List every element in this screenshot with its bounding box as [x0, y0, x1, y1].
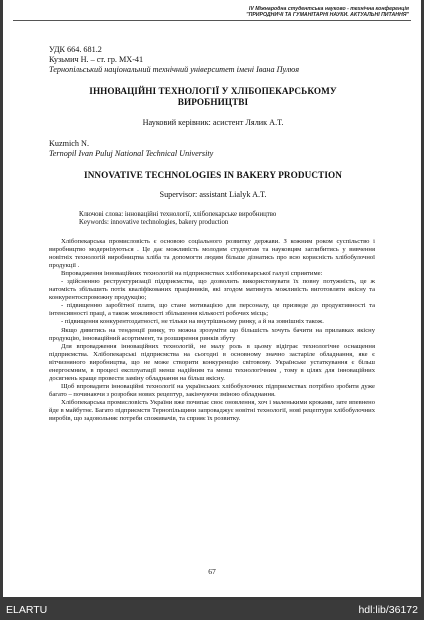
- body-text: [49, 238, 375, 423]
- supervisor-en: Supervisor: assistant Lialyk A.T.: [159, 190, 267, 199]
- supervisor-ua: Науковий керівник: асистент Лялик А.Т.: [142, 118, 284, 127]
- university-en: Ternopil Ivan Puluj National Technical University: [49, 149, 214, 158]
- body-paragraph: Хлібопекарська промисловість України вже почипає своє оновлення, хоч і маленькими кроками, зате впевнено йде в майбутнє. Багато підприємств Тернопільщини запроваджує новітні технології, нові рецептури хлібобулочних виробів, що задовольняє потреби споживачів, та сприяє їх розвитку.: [49, 398, 375, 423]
- title-ua-line1: ІННОВАЦІЙНІ ТЕХНОЛОГІЇ У ХЛІБОПЕКАРСЬКОМУ: [89, 86, 337, 96]
- keywords-ua: Ключові слова: інноваційні технології, хлібопекарське виробництво: [79, 211, 277, 218]
- footer-left-label: ELARTU: [6, 604, 48, 616]
- body-paragraph: - підвищенню заробітної плати, що стане мотивацією для персоналу, це призведе до продуктивності та інтенсивності праці, а також можливості збільшення кількості робочих місць;: [49, 302, 375, 318]
- body-paragraph: - підвищення конкурентоздатності, не тільки на внутрішньому ринку, а й на зовнішніх також.: [61, 318, 324, 326]
- body-paragraph: Хлібопекарська промисловість є основою соціального розвитку держави. З кожним роком суспільство і виробництво модернізуються . Це дає можливість молодим студентам та науковцям заглибитись у вивчення новітніх технологій виробництва хліба та допомогти людям більше дізнатись про всю корисність хлібобулочної продукції .: [49, 238, 375, 270]
- page-number: 67: [208, 567, 216, 576]
- author-ua: Кузьмич Н. – ст. гр. МХ-41: [49, 55, 144, 64]
- university-ua: Тернопільський національний технічний університет імені Івана Пулюя: [49, 65, 300, 74]
- keywords-en: Keywords: innovative technologies, bakery production: [79, 219, 229, 227]
- keywords: [79, 211, 379, 227]
- title-ua-line2: ВИРОБНИЦТВІ: [177, 97, 249, 107]
- conference-header-line2: "ПРИРОДНИЧІ ТА ГУМАНІТАРНІ НАУКИ. АКТУАЛЬНІ ПИТАННЯ": [246, 12, 409, 19]
- archive-footer: [0, 597, 424, 620]
- conference-header: [79, 6, 409, 19]
- footer-handle: hdl:lib/36172: [358, 604, 418, 616]
- body-paragraph: Якщо дивитись на тенденції ринку, то можна зрозуміти що більшість хочуть бачити на прилавках якісну продукцію, інноваційний асортимент, та розширення ринків збуту: [49, 326, 375, 342]
- title-en: INNOVATIVE TECHNOLOGIES IN BAKERY PRODUCTION: [84, 170, 342, 180]
- body-paragraph: Впровадження інноваційних технологій на підприємствах хлібопекарської галузі сприятиме:: [61, 270, 323, 278]
- author-en: Kuzmich N.: [49, 139, 90, 148]
- body-paragraph: - здійсненню реструктуризації підприємства, що дозволить використовувати їх повну потужність, це ж натомість збільшить потік кваліфікованих працівників, які згодом матимуть можливість виготовляти якісну та конкурентоспроможну продукцію;: [49, 278, 375, 302]
- body-paragraph: Щоб впровадити інноваційні технології на українських хлібобулочних підприємствах потрібно зробити дуже багато – починаючи з розробки нових рецептур, закінчуючи зміною обладнання.: [49, 382, 375, 398]
- header-rule: [13, 20, 411, 21]
- document-page: [3, 0, 421, 597]
- body-paragraph: Для впровадження інноваційних технологій, не малу роль в цьому відіграє технологічне оснащення підприємства. Хлібопекарські підприємства на сьогодні в основному значно застаріле обладнання, яке є вітчизняного виробництва, що не може створити конкуренцію світовому. Українське устаткування є більш енергоємним, в процесі експлуатації менш надійним та менш технологічним , тому в цілях для інноваційних досягнень краще провести заміну обладнання на більш якісну.: [49, 342, 375, 382]
- udc-code: УДК 664. 681.2: [49, 45, 102, 54]
- conference-header-line1: IV Міжнародна студентська науково - технічна конференція: [248, 6, 409, 12]
